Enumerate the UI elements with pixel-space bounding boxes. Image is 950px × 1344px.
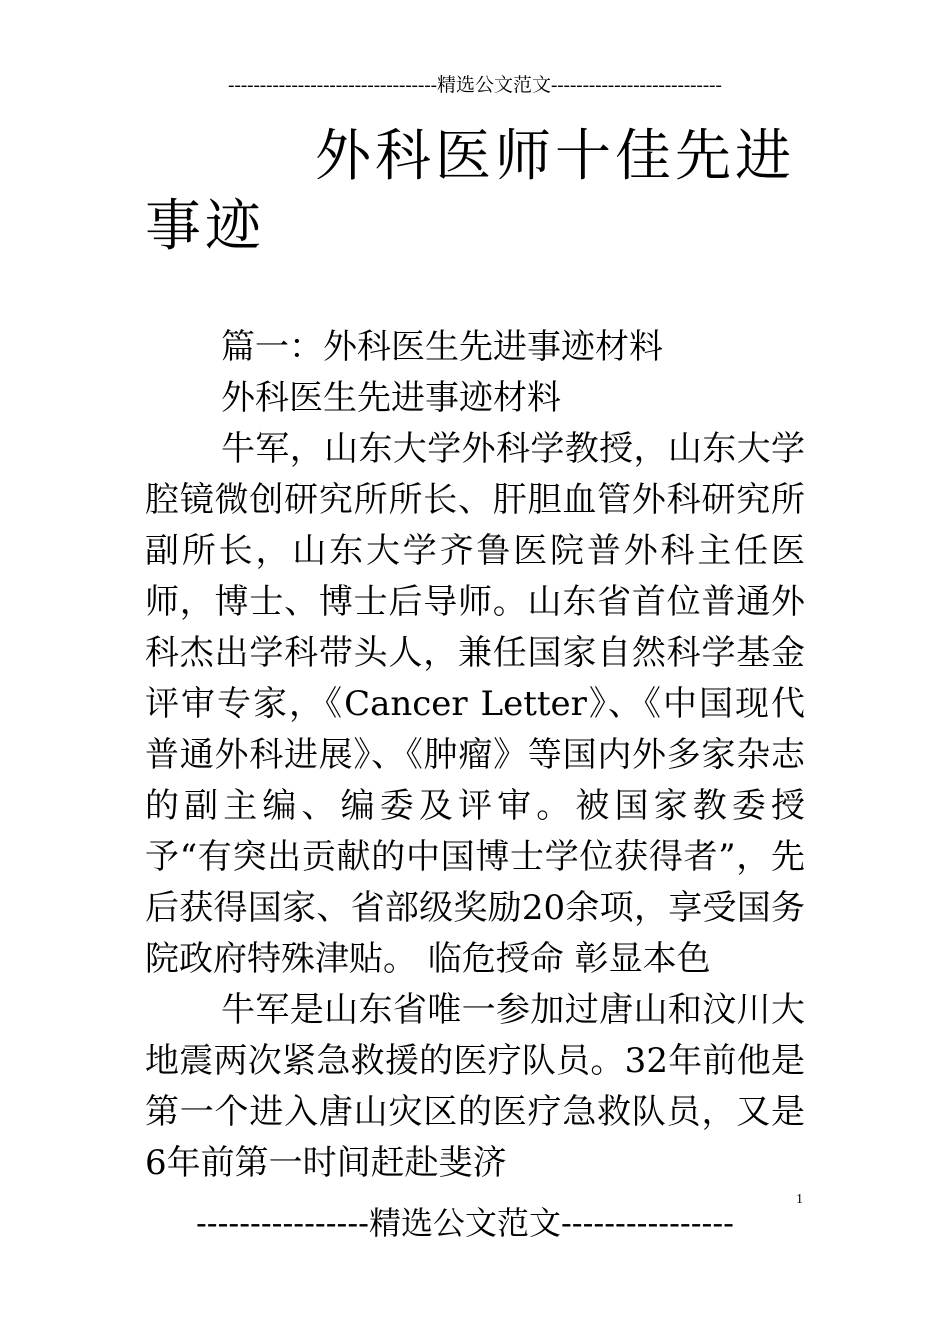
page-footer: ----------------精选公文范文---------------- xyxy=(195,1204,734,1242)
document-title: 外科医师十佳先进事迹 xyxy=(145,124,795,259)
paragraph-earthquake: 牛军是山东省唯一参加过唐山和汶川大地震两次紧急救援的医疗队员。32年前他是第一个进入唐山灾区的医疗急救队员，又是6年前第一时间赶赴斐济 xyxy=(145,990,805,1183)
paragraph-bio: 牛军，山东大学外科学教授，山东大学腔镜微创研究所所长、肝胆血管外科研究所副所长，山东大学齐鲁医院普外科主任医师，博士、博士后导师。山东省首位普通外科杰出学科带头人，兼任国家自然科学基金评审专家，《Cancer Letter》、《中国现代普通外科进展》、《肿瘤》等国内外多家杂志的副主编、编委及评审。被国家教委授予“有突出贡献的中国博士学位获得者”，先后获得国家、省部级奖励20余项，享受国务院政府特殊津贴。 临危授命 彰显本色 xyxy=(145,429,805,979)
page-number: 1 xyxy=(796,1192,803,1207)
document-body xyxy=(145,322,805,1189)
paragraph-section-heading: 篇一：外科医生先进事迹材料 xyxy=(221,327,663,367)
page-header: ---------------------------------精选公文范文--------------------------- xyxy=(228,75,722,96)
paragraph-subtitle: 外科医生先进事迹材料 xyxy=(221,378,561,418)
